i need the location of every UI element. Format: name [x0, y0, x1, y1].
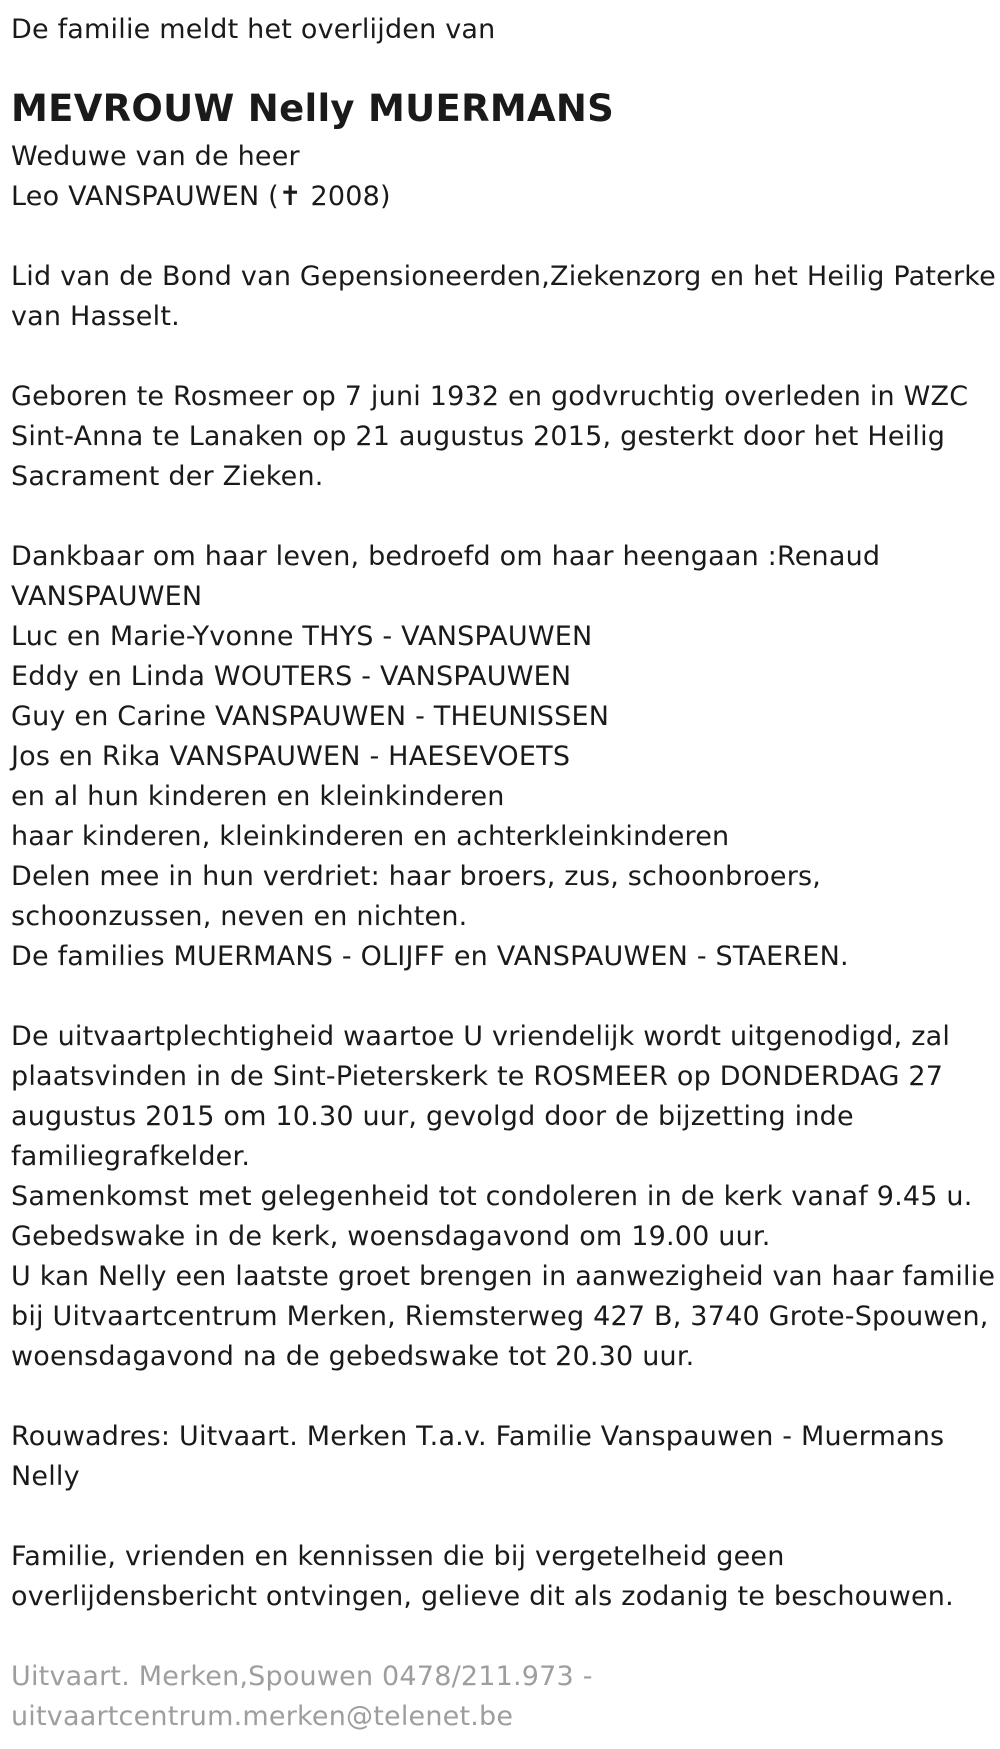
family-line: haar kinderen, kleinkinderen en achterkleinkinderen — [11, 821, 730, 852]
address-line: Nelly — [11, 1461, 80, 1492]
mourning-address-section — [11, 1417, 1000, 1497]
ceremony-line: augustus 2015 om 10.30 uur, gevolgd door de bijzetting inde — [11, 1101, 854, 1132]
birth-death-section — [11, 377, 1000, 497]
family-line: Eddy en Linda WOUTERS - VANSPAUWEN — [11, 661, 572, 692]
spouse-section — [11, 137, 1000, 217]
address-line: Rouwadres: Uitvaart. Merken T.a.v. Familie Vanspauwen - Muermans — [11, 1421, 945, 1452]
family-line: Delen mee in hun verdriet: haar broers, zus, schoonbroers, — [11, 861, 822, 892]
family-line: en al hun kinderen en kleinkinderen — [11, 781, 505, 812]
ceremony-line: Gebedswake in de kerk, woensdagavond om 19.00 uur. — [11, 1221, 771, 1252]
footer-contact-line: Uitvaart. Merken,Spouwen 0478/211.973 - — [11, 1661, 593, 1692]
notice-section — [11, 1537, 1000, 1617]
spouse-line: Weduwe van de heer — [11, 141, 300, 172]
intro-text: De familie meldt het overlijden van — [11, 14, 496, 45]
family-line: Dankbaar om haar leven, bedroefd om haar heengaan :Renaud — [11, 541, 881, 572]
ceremony-line: plaatsvinden in de Sint-Pieterskerk te ROSMEER op DONDERDAG 27 — [11, 1061, 944, 1092]
ceremony-section — [11, 1017, 1000, 1377]
deceased-name: MEVROUW Nelly MUERMANS — [11, 87, 615, 130]
ceremony-line: De uitvaartplechtigheid waartoe U vriendelijk wordt uitgenodigd, zal — [11, 1021, 951, 1052]
ceremony-line: bij Uitvaartcentrum Merken, Riemsterweg 427 B, 3740 Grote-Spouwen, — [11, 1301, 989, 1332]
membership-section — [11, 257, 1000, 337]
footer-email-line: uitvaartcentrum.merken@telenet.be — [11, 1701, 514, 1732]
birth-death-line: Geboren te Rosmeer op 7 juni 1932 en godvruchtig overleden in WZC — [11, 381, 969, 412]
ceremony-line: woensdagavond na de gebedswake tot 20.30 uur. — [11, 1341, 695, 1372]
ceremony-line: Samenkomst met gelegenheid tot condoleren in de kerk vanaf 9.45 u. — [11, 1181, 973, 1212]
family-section — [11, 537, 1000, 977]
ceremony-line: U kan Nelly een laatste groet brengen in aanwezigheid van haar familie — [11, 1261, 996, 1292]
family-line: schoonzussen, neven en nichten. — [11, 901, 468, 932]
family-line: Jos en Rika VANSPAUWEN - HAESEVOETS — [11, 741, 571, 772]
family-line: De families MUERMANS - OLIJFF en VANSPAUWEN - STAEREN. — [11, 941, 849, 972]
notice-line: overlijdensbericht ontvingen, gelieve dit als zodanig te beschouwen. — [11, 1581, 954, 1612]
membership-line: Lid van de Bond van Gepensioneerden,Ziekenzorg en het Heilig Paterke — [11, 261, 996, 292]
spouse-line: Leo VANSPAUWEN (✝ 2008) — [11, 181, 391, 212]
family-line: Guy en Carine VANSPAUWEN - THEUNISSEN — [11, 701, 610, 732]
ceremony-line: familiegrafkelder. — [11, 1141, 251, 1172]
family-line: VANSPAUWEN — [11, 581, 203, 612]
funeral-home-footer — [11, 1657, 1000, 1737]
birth-death-line: Sacrament der Zieken. — [11, 461, 324, 492]
birth-death-line: Sint-Anna te Lanaken op 21 augustus 2015, gesterkt door het Heilig — [11, 421, 946, 452]
family-line: Luc en Marie-Yvonne THYS - VANSPAUWEN — [11, 621, 593, 652]
membership-line: van Hasselt. — [11, 301, 180, 332]
notice-line: Familie, vrienden en kennissen die bij vergetelheid geen — [11, 1541, 785, 1572]
